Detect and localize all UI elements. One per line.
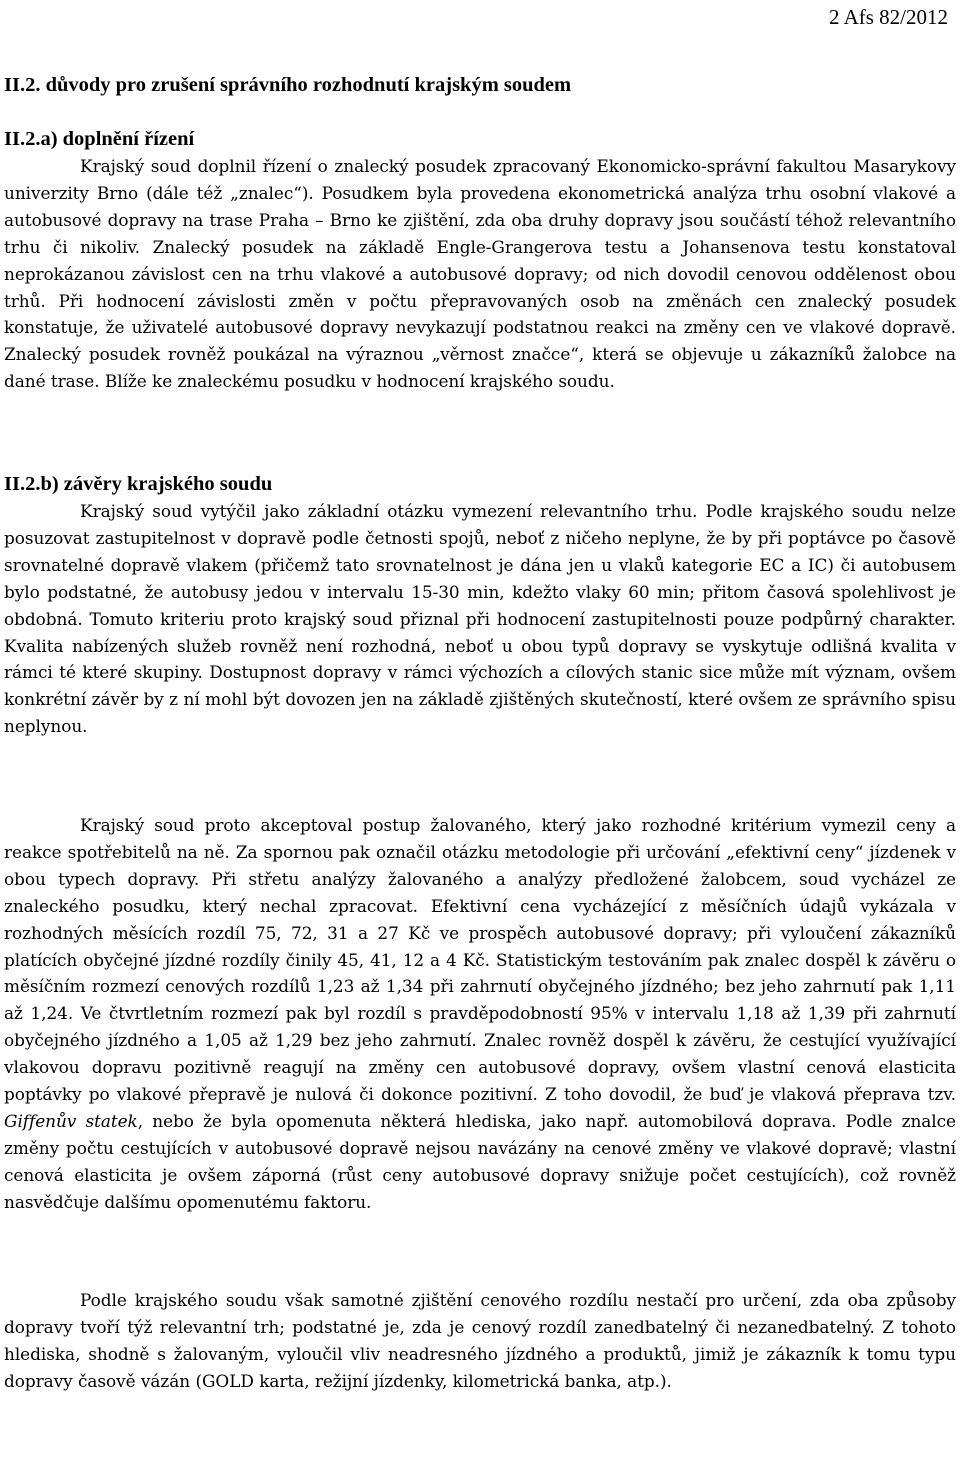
paragraph-b-2-italic-term: Giffenův statek [4, 1110, 138, 1131]
section-heading-b: II.2.b) závěry krajského soudu [4, 473, 273, 495]
section-heading-main: II.2. důvody pro zrušení správního rozhodnutí krajským soudem [4, 74, 572, 96]
paragraph-b-2-text-start: Krajský soud proto akceptoval postup žalovaného, který jako rozhodné kritérium vymezil ceny a reakce spotřebitelů na ně. Za spornou pak označil otázku metodologie při určování „efektivní ceny“ jízdenek v obou typech dopravy. Při střetu analýzy žalovaného a analýzy předložené žalobcem, soud vycházel ze znaleckého posudku, který nechal zpracovat. Efektivní cena vycházející z měsíčních údajů vykázala v rozhodných měsících rozdíl 75, 72, 31 a 27 Kč ve prospěch autobusové dopravy; při vyloučení zákazníků platících obyčejné jízdné rozdíly činily 45, 41, 12 a 4 Kč. Statistickým testováním pak znalec dospěl k závěru o měsíčním rozmezí cenových rozdílů 1,23 až 1,34 při zahrnutí obyčejného jízdného; bez jeho zahrnutí pak 1,11 až 1,24. Ve čtvrtletním rozmezí pak byl rozdíl s pravděpodobností 95% v intervalu 1,18 až 1,39 při zahrnutí obyčejného jízdného a 1,05 až 1,29 bez jeho zahrnutí. Znalec rovněž dospěl k závěru, že cestující využívající vlakovou dopravu pozitivně reagují na změny cen autobusové dopravy, ovšem vlastní cenová elasticita poptávky po vlakové přepravě je nulová či dokonce pozitivní. Z toho dovodil, že buď je vlaková přeprava tzv. [4, 815, 956, 1105]
paragraph-b-1-text: Krajský soud vytýčil jako základní otázku vymezení relevantního trhu. Podle krajského soudu nelze posuzovat zastupitelnost v dopravě podle četnosti spojů, neboť z ničeho neplyne, že by při poptávce po časově srovnatelné dopravě vlakem (přičemž tato srovnatelnost je dána jen u vlaků kategorie EC a IC) či autobusem bylo podstatné, že autobusy jedou v intervalu 15-30 min, kdežto vlaky 60 min; přitom časová spolehlivost je obdobná. Tomuto kriteriu proto krajský soud přiznal při hodnocení zastupitelnosti pouze podpůrný charakter. Kvalita nabízených služeb rovněž není rozhodná, neboť u obou typů dopravy se vyskytuje odlišná kvalita v rámci té které skupiny. Dostupnost dopravy v rámci výchozích a cílových stanic sice může mít význam, ovšem konkrétní závěr by z ní mohl být dovozen jen na základě zjištěných skutečností, které ovšem ze správního spisu neplynou. [4, 501, 956, 737]
paragraph-a-1 [4, 153, 956, 395]
paragraph-a-1-text: Krajský soud doplnil řízení o znalecký posudek zpracovaný Ekonomicko-správní fakultou Masarykovy univerzity Brno (dále též „znalec“). Posudkem byla provedena ekonometrická analýza trhu osobní vlakové a autobusové dopravy na trase Praha – Brno ke zjištění, zda oba druhy dopravy jsou součástí téhož relevantního trhu či nikoliv. Znalecký posudek na základě Engle-Grangerova testu a Johansenova testu konstatoval neprokázanou závislost cen na trhu vlakové a autobusové dopravy; od nich dovodil cenovou oddělenost obou trhů. Při hodnocení závislosti změn v počtu přepravovaných osob na změnách cen znalecký posudek konstatuje, že uživatelé autobusové dopravy nevykazují podstatnou reakci na změny cen ve vlakové dopravě. Znalecký posudek rovněž poukázal na výraznou „věrnost značce“, která se objevuje u zákazníků žalobce na dané trase. Blíže ke znaleckému posudku v hodnocení krajského soudu. [4, 156, 956, 392]
paragraph-b-3-text: Podle krajského soudu však samotné zjištění cenového rozdílu nestačí pro určení, zda oba způsoby dopravy tvoří týž relevantní trh; podstatné je, zda je cenový rozdíl zanedbatelný či nezanedbatelný. Z tohoto hlediska, shodně s žalovaným, vyloučil vliv neadresného jízdného a produktů, jimiž je zákazník k tomu typu dopravy časově vázán (GOLD karta, režijní jízdenky, kilometrická banka, atp.). [4, 1290, 956, 1391]
paragraph-b-3 [4, 1287, 956, 1395]
paragraph-b-2-text-end: , nebo že byla opomenuta některá hlediska, jako např. automobilová doprava. Podle znalce změny počtu cestujících v autobusové dopravě nejsou navázány na cenové změny ve vlakové dopravě; vlastní cenová elasticita je ovšem záporná (růst ceny autobusové dopravy snižuje počet cestujících), což rovněž nasvědčuje dalšímu opomenutému faktoru. [4, 1110, 956, 1212]
paragraph-b-1 [4, 498, 956, 740]
section-heading-a: II.2.a) doplnění řízení [4, 128, 195, 150]
paragraph-b-2 [4, 812, 956, 1216]
document-reference: 2 Afs 82/2012 [828, 5, 948, 29]
